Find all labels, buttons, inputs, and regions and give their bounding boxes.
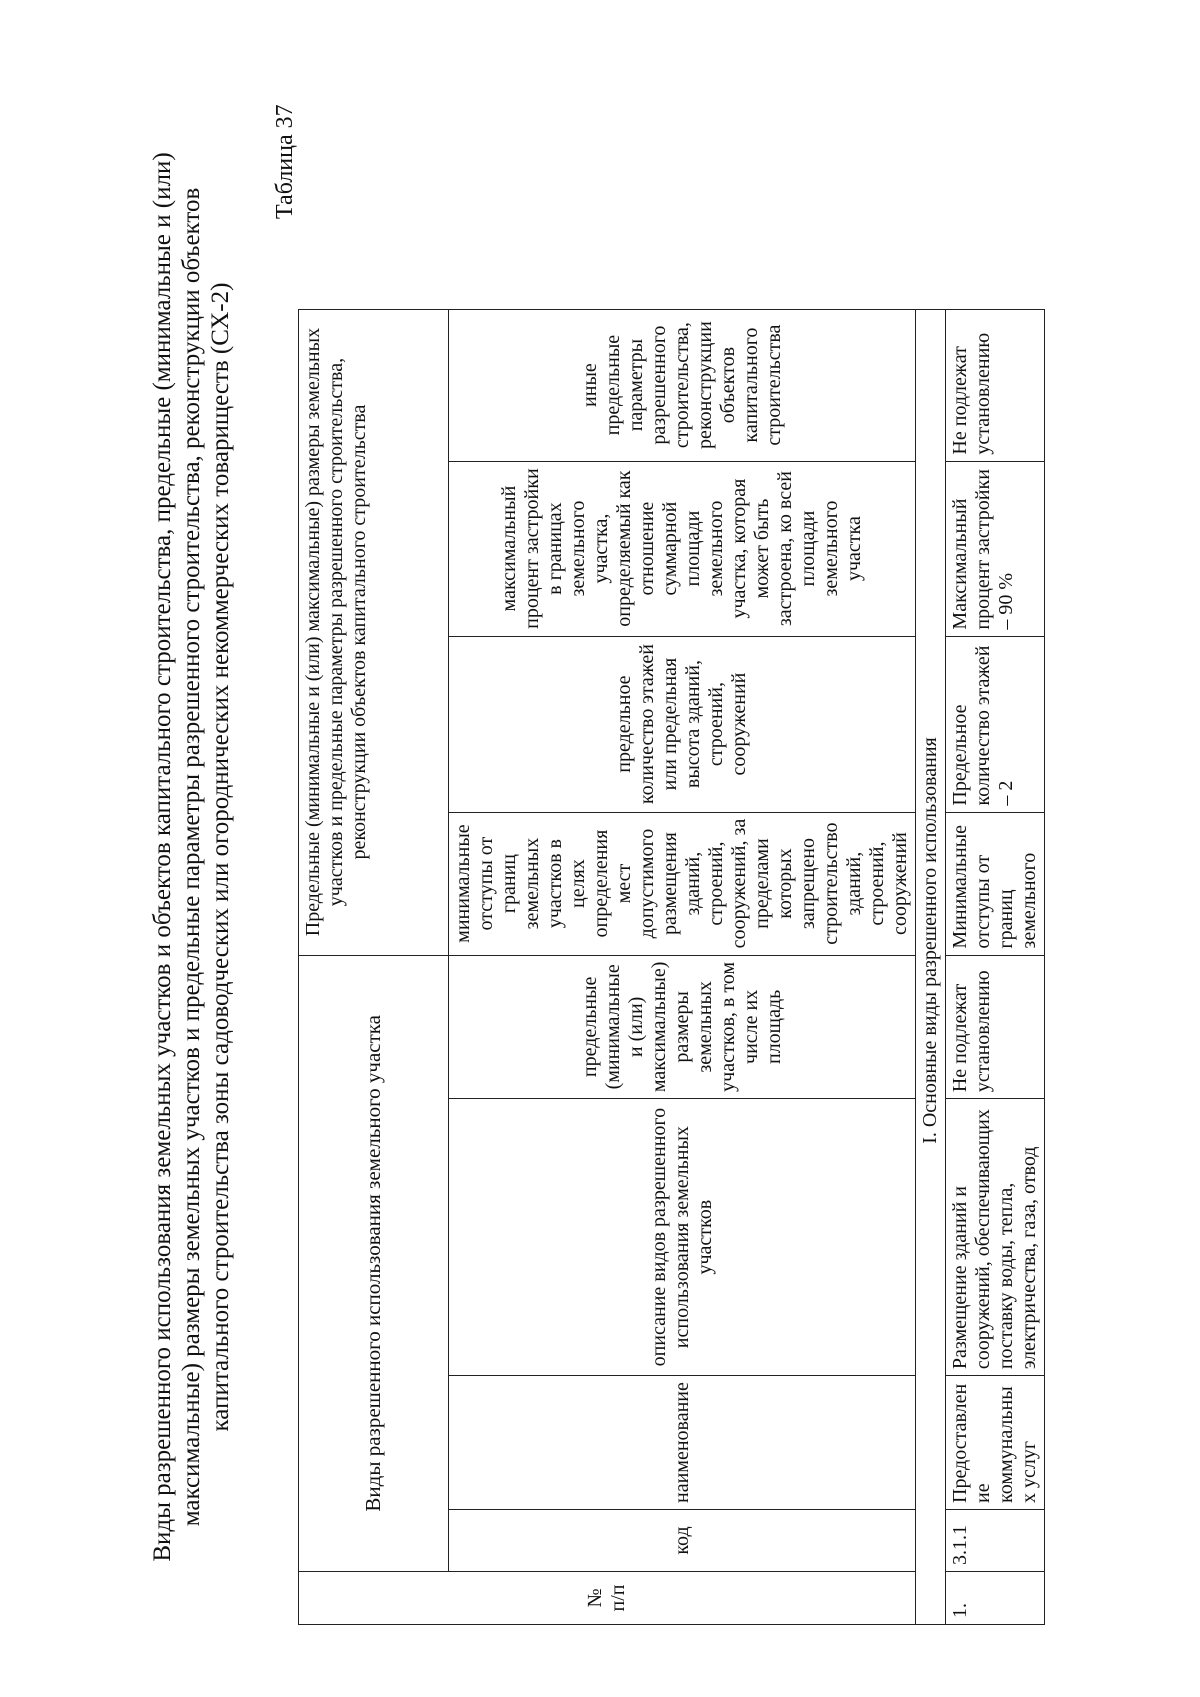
- row-plot-size: Не подлежат установлению: [946, 955, 1045, 1099]
- header-plot-size: предельные (минимальные и (или) максимальные) размеры земельных участков, в том числе их площадь: [449, 955, 916, 1099]
- header-coverage: максимальный процент застройки в границах земельного участка, определяемый как отношение суммарной площади земельного участка, которая может быть застроена, ко всей площади земельного участка: [449, 461, 916, 636]
- section-title: I. Основные виды разрешенного использования: [916, 309, 946, 1571]
- header-code: код: [449, 1510, 916, 1572]
- header-number: № п/п: [299, 1572, 916, 1625]
- header-group-permitted-use: Виды разрешенного использования земельного участка: [299, 955, 449, 1571]
- row-description: Размещение зданий и сооружений, обеспечивающих поставку воды, тепла, электричества, газа, отвод: [946, 1099, 1045, 1376]
- row-number: 1.: [946, 1572, 1045, 1625]
- row-other-params: Не подлежат установлению: [946, 309, 1045, 461]
- document-heading: Виды разрешенного использования земельных участков и объектов капитального строительства, предельные (минимальные и (или) максимальные) размеры земельных участков и предельные параметры разрешенного строительства, реконструкции объектов капитального строительства зоны садоводческих или огороднических некоммерческих товариществ (СХ-2): [149, 152, 234, 1562]
- row-coverage: Максимальный процент застройки – 90 %: [946, 461, 1045, 636]
- row-setback: Минимальные отступы от границ земельного: [946, 812, 1045, 955]
- header-floors: предельное количество этажей или предельная высота зданий, строений, сооружений: [449, 636, 916, 812]
- header-description: описание видов разрешенного использования земельных участков: [449, 1099, 916, 1376]
- zoning-table: [298, 309, 1045, 1625]
- row-name: Предоставлен ие коммунальны х услуг: [946, 1376, 1045, 1510]
- section-spacer: [916, 1572, 946, 1625]
- header-name: наименование: [449, 1376, 916, 1510]
- header-group-limits: Предельные (минимальные и (или) максимальные) размеры земельных участков и предельные параметры разрешенного строительства, реконструкции объектов капитального строительства: [299, 309, 449, 955]
- row-floors: Предельное количество этажей – 2: [946, 636, 1045, 812]
- row-code: 3.1.1: [946, 1510, 1045, 1572]
- header-setback: минимальные отступы от границ земельных участков в целях определения мест допустимого размещения зданий, строений, сооружений, за пределами которых запрещено строительство зданий, строений, сооружений: [449, 812, 916, 955]
- table-caption: Таблица 37: [272, 104, 298, 219]
- header-other-params: иные предельные параметры разрешенного строительства, реконструкции объектов капитального строительства: [449, 309, 916, 461]
